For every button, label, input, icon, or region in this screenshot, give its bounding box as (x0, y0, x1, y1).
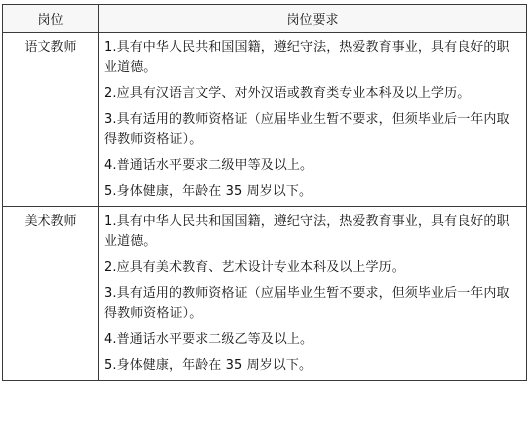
requirement-item: 5.身体健康，年龄在 35 周岁以下。 (104, 184, 313, 199)
requirement-item: 5.身体健康，年龄在 35 周岁以下。 (104, 358, 313, 373)
requirement-item: 3.具有适用的教师资格证（应届毕业生暂不要求，但须毕业后一年内取得教师资格证）。 (104, 286, 510, 321)
requirement-item: 2.应具有汉语言文学、对外汉语或教育类专业本科及以上学历。 (104, 86, 471, 101)
requirement-item: 2.应具有美术教育、艺术设计专业本科及以上学历。 (104, 260, 405, 275)
requirement-item: 3.具有适用的教师资格证（应届毕业生暂不要求，但须毕业后一年内取得教师资格证）。 (104, 112, 510, 147)
table-row (3, 33, 527, 207)
requirements-cell (99, 207, 527, 381)
requirements-cell (99, 33, 527, 207)
requirements-column-header: 岗位要求 (99, 5, 527, 33)
table-row (3, 207, 527, 381)
position-cell (3, 207, 99, 381)
requirement-item: 1.具有中华人民共和国国籍，遵纪守法，热爱教育事业，具有良好的职业道德。 (104, 40, 510, 75)
position-name: 语文教师 (24, 40, 77, 55)
position-cell (3, 33, 99, 207)
requirement-item: 4.普通话水平要求二级乙等及以上。 (104, 332, 314, 347)
requirement-item: 4.普通话水平要求二级甲等及以上。 (104, 158, 314, 173)
header-row (3, 5, 527, 33)
job-requirements-table (2, 4, 527, 381)
position-column-header: 岗位 (3, 5, 99, 33)
position-name: 美术教师 (24, 214, 77, 229)
requirement-item: 1.具有中华人民共和国国籍，遵纪守法，热爱教育事业，具有良好的职业道德。 (104, 214, 510, 249)
